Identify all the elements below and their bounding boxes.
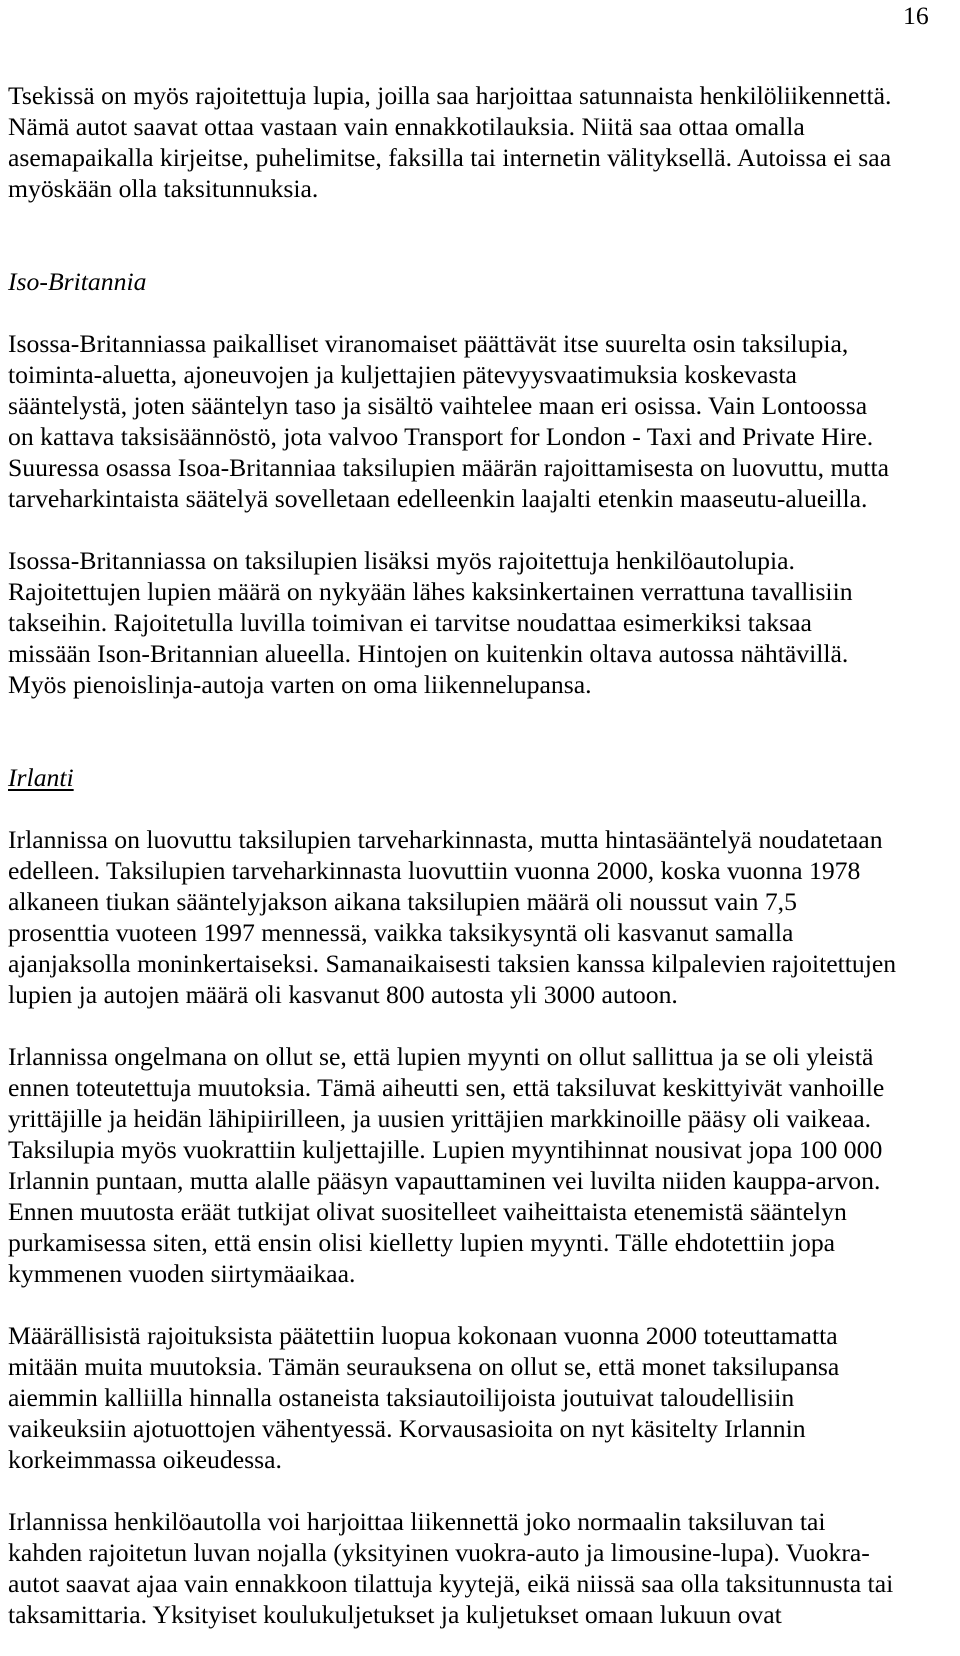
text-line: Irlannissa ongelmana on ollut se, että lupien myynti on ollut sallittua ja se oli yleistä xyxy=(8,1042,874,1071)
text-line: taksamittaria. Yksityiset koulukuljetukset ja kuljetukset omaan lukuun ovat xyxy=(8,1600,782,1629)
section-heading-iso-britannia: Iso-Britannia xyxy=(8,267,147,296)
text-line: tarveharkintaista säätelyä sovelletaan edelleenkin laajalti etenkin maaseutu-alueilla. xyxy=(8,484,868,513)
paragraph xyxy=(8,328,953,514)
text-line: Irlannissa henkilöautolla voi harjoittaa liikennettä joko normaalin taksiluvan tai xyxy=(8,1507,826,1536)
text-line: on kattava taksisäännöstö, jota valvoo Transport for London - Taxi and Private Hire. xyxy=(8,422,874,451)
text-line: myöskään olla taksitunnuksia. xyxy=(8,174,319,203)
text-line: Isossa-Britanniassa on taksilupien lisäksi myös rajoitettuja henkilöautolupia. xyxy=(8,546,795,575)
text-line: alkaneen tiukan sääntelyjakson aikana taksilupien määrä oli noussut vain 7,5 xyxy=(8,887,797,916)
paragraph xyxy=(8,1320,953,1475)
text-line: ennen toteutettuja muutoksia. Tämä aiheutti sen, että taksiluvat keskittyivät vanhoille xyxy=(8,1073,885,1102)
text-line: takseihin. Rajoitetulla luvilla toimivan ei tarvitse noudattaa esimerkiksi taksaa xyxy=(8,608,812,637)
text-line: Isossa-Britanniassa paikalliset viranomaiset päättävät itse suurelta osin taksilupia, xyxy=(8,329,849,358)
paragraph xyxy=(8,1041,953,1289)
text-line: purkamisessa siten, että ensin olisi kielletty lupien myynti. Tälle ehdotettiin jopa xyxy=(8,1228,836,1257)
text-line: prosenttia vuoteen 1997 mennessä, vaikka taksikysyntä oli kasvanut samalla xyxy=(8,918,794,947)
text-line: asemapaikalla kirjeitse, puhelimitse, faksilla tai internetin välityksellä. Autoissa ei saa xyxy=(8,143,892,172)
text-line: Tsekissä on myös rajoitettuja lupia, joilla saa harjoittaa satunnaista henkilöliikennettä. xyxy=(8,81,892,110)
text-line: mitään muita muutoksia. Tämän seurauksena on ollut se, että monet taksilupansa xyxy=(8,1352,840,1381)
paragraph xyxy=(8,1506,953,1630)
text-line: sääntelystä, joten sääntelyn taso ja sisältö vaihtelee maan eri osissa. Vain Lontoossa xyxy=(8,391,868,420)
text-line: autot saavat ajaa vain ennakkoon tilattuja kyytejä, eikä niissä saa olla taksitunnusta tai xyxy=(8,1569,894,1598)
text-line: lupien ja autojen määrä oli kasvanut 800 autosta yli 3000 autoon. xyxy=(8,980,678,1009)
text-line: Irlannin puntaan, mutta alalle pääsyn vapauttaminen vei luvilta niiden kauppa-arvon. xyxy=(8,1166,881,1195)
text-line: korkeimmassa oikeudessa. xyxy=(8,1445,282,1474)
paragraph-intro xyxy=(8,80,953,204)
text-line: yrittäjille ja heidän lähipiirilleen, ja uusien yrittäjien markkinoille pääsy oli vaikeaa. xyxy=(8,1104,872,1133)
section-heading-irlanti: Irlanti xyxy=(8,763,74,792)
paragraph xyxy=(8,545,953,700)
text-line: edelleen. Taksilupien tarveharkinnasta luovuttiin vuonna 2000, koska vuonna 1978 xyxy=(8,856,861,885)
text-line: Myös pienoislinja-autoja varten on oma liikennelupansa. xyxy=(8,670,592,699)
paragraph xyxy=(8,824,953,1010)
text-line: Nämä autot saavat ottaa vastaan vain ennakkotilauksia. Niitä saa ottaa omalla xyxy=(8,112,805,141)
page-body xyxy=(8,80,953,1630)
text-line: Rajoitettujen lupien määrä on nykyään lähes kaksinkertainen verrattuna tavallisiin xyxy=(8,577,853,606)
text-line: vaikeuksiin ajotuottojen vähentyessä. Korvausasioita on nyt käsitelty Irlannin xyxy=(8,1414,806,1443)
text-line: Taksilupia myös vuokrattiin kuljettajille. Lupien myyntihinnat nousivat jopa 100 000 xyxy=(8,1135,883,1164)
text-line: ajanjaksolla moninkertaiseksi. Samanaikaisesti taksien kanssa kilpalevien rajoitettujen xyxy=(8,949,897,978)
text-line: kymmenen vuoden siirtymäaikaa. xyxy=(8,1259,356,1288)
text-line: missään Ison-Britannian alueella. Hintojen on kuitenkin oltava autossa nähtävillä. xyxy=(8,639,849,668)
text-line: toiminta-aluetta, ajoneuvojen ja kuljettajien pätevyysvaatimuksia koskevasta xyxy=(8,360,797,389)
text-line: Irlannissa on luovuttu taksilupien tarveharkinnasta, mutta hintasääntelyä noudatetaan xyxy=(8,825,883,854)
text-line: aiemmin kalliilla hinnalla ostaneista taksiautoilijoista joutuivat taloudellisiin xyxy=(8,1383,795,1412)
page-number: 16 xyxy=(903,1,929,30)
text-line: Suuressa osassa Isoa-Britanniaa taksilupien määrän rajoittamisesta on luovuttu, mutta xyxy=(8,453,890,482)
text-line: Määrällisistä rajoituksista päätettiin luopua kokonaan vuonna 2000 toteuttamatta xyxy=(8,1321,838,1350)
text-line: Ennen muutosta eräät tutkijat olivat suositelleet vaiheittaista etenemistä sääntelyn xyxy=(8,1197,847,1226)
text-line: kahden rajoitetun luvan nojalla (yksityinen vuokra-auto ja limousine-lupa). Vuokra- xyxy=(8,1538,870,1567)
